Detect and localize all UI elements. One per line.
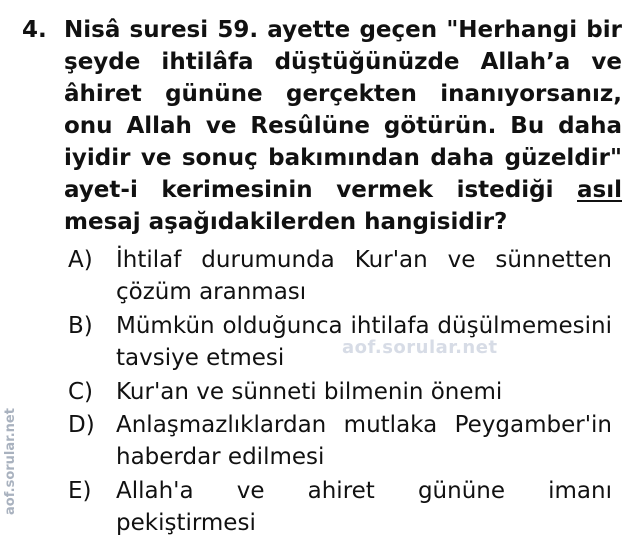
watermark-center: aof.sorular.net: [342, 337, 498, 358]
question-text-after: mesaj aşağıdakilerden hangisidir?: [64, 209, 508, 235]
question-number: 4.: [22, 17, 47, 43]
option-e-text: Allah'a ve ahiret gününe imanı pekiştirmesi: [116, 478, 612, 536]
answer-options: [68, 244, 612, 540]
option-d-text: Anlaşmazlıklardan mutlaka Peygamber'in haberdar edilmesi: [116, 412, 612, 470]
option-b-text: Mümkün olduğunca ihtilafa düşülmemesini tavsiye etmesi: [116, 313, 612, 371]
question-underlined-word: asıl: [577, 177, 622, 203]
option-e[interactable]: [68, 475, 612, 539]
option-b-letter: B): [68, 313, 93, 339]
question-text: [64, 14, 622, 238]
option-c[interactable]: [68, 376, 612, 408]
option-e-letter: E): [68, 478, 92, 504]
option-b[interactable]: [68, 310, 612, 374]
option-d-letter: D): [68, 412, 95, 438]
question-text-before: Nisâ suresi 59. ayette geçen "Herhangi bir şeyde ihtilâfa düştüğünüzde Allah’a ve âhiret gününe gerçekten inanıyorsanız, onu Allah ve Resûlüne götürün. Bu daha iyidir ve sonuç bakımından daha güzeldir" ayet-i kerimesinin vermek istediği: [64, 17, 622, 203]
option-a-letter: A): [68, 247, 93, 273]
option-c-text: Kur'an ve sünneti bilmenin önemi: [116, 379, 503, 405]
question: [22, 14, 622, 238]
watermark-side: aof.sorular.net: [3, 408, 18, 515]
option-a[interactable]: [68, 244, 612, 308]
option-c-letter: C): [68, 379, 94, 405]
option-d[interactable]: [68, 409, 612, 473]
option-a-text: İhtilaf durumunda Kur'an ve sünnetten çözüm aranması: [116, 247, 612, 305]
